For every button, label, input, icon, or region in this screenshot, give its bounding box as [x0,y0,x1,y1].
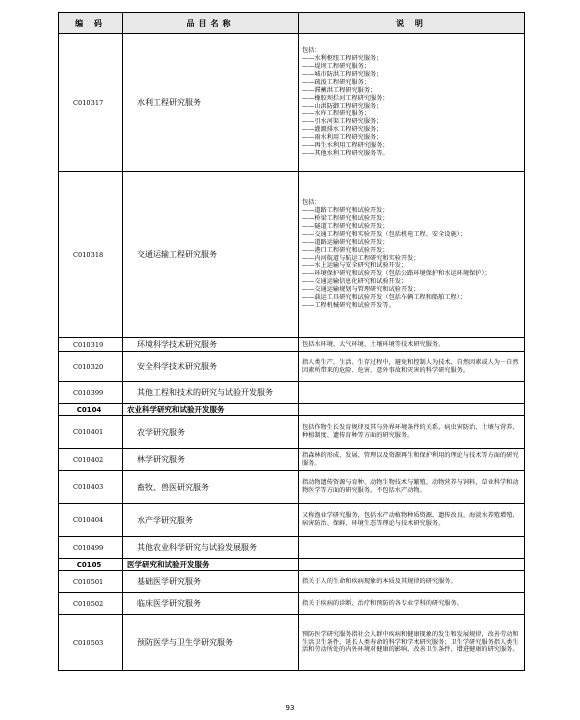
category-row [59,559,525,571]
table-row [59,615,525,671]
table-row [59,416,525,449]
item-description [299,571,525,593]
description-line: 指动物遗传资源与育种、动物生物技术与繁殖、动物营养与饲料、草业科学和动物医学等方面的研究服务。不包括水产动物。 [302,479,519,494]
description-line: ——其他水利工程研究服务等。 [302,150,389,158]
table-row [59,172,525,338]
item-name: 水利工程研究服务 [123,34,299,172]
item-name: 农业科学研究和试验开发服务 [123,404,299,416]
item-code: C010401 [59,416,123,449]
table-body [59,34,525,671]
item-name: 环境科学技术研究服务 [123,338,299,352]
description-line: ——隧道工程研究和试验开发； [302,222,389,230]
item-description [299,172,525,338]
catalog-page [58,12,524,671]
description-line: 包括： [302,198,321,206]
description-line: ——内河航道与航运工程研究和实验开发； [302,254,420,262]
item-name: 医学研究和试验开发服务 [123,559,299,571]
item-name: 其他工程和技术的研究与试验开发服务 [123,382,299,404]
item-name: 临床医学研究服务 [123,593,299,615]
page-number: 93 [285,704,295,712]
description-line: ——引水河渠工程研究服务； [302,118,383,126]
item-name: 基础医学研究服务 [123,571,299,593]
item-description [299,404,525,416]
item-code: C0104 [59,404,123,416]
table-row [59,471,525,504]
table-row [59,382,525,404]
item-description [299,593,525,615]
item-description [299,449,525,471]
table-row [59,571,525,593]
item-code: C010399 [59,382,123,404]
category-row [59,404,525,416]
header-description: 说 明 [299,13,525,34]
description-line: 指关于疾病的诊断、治疗和预防的各专业学科的研究服务。 [302,599,463,607]
item-description [299,338,525,352]
description-line: ——城市防洪工程研究服务； [302,70,383,78]
description-line: 指关于人的生命和疾病现象的本质及其规律的研究服务。 [302,577,457,585]
table-header-row [59,13,525,34]
item-name: 预防医学与卫生学研究服务 [123,615,299,671]
item-name: 林学研究服务 [123,449,299,471]
item-code: C010318 [59,172,123,338]
description-line: ——堤坝工程研究服务； [302,62,371,70]
description-line: ——水库工程研究服务； [302,110,371,118]
description-line: 指人类生产、生活、生存过程中，避免和控制人为技术、自然因素或人为－自然因素所带来的危险、危害、意外事故和灾害的科学研究服务。 [302,358,519,374]
description-line: ——水上运输与安全研究和试验开发； [302,262,408,270]
table-row [59,449,525,471]
description-line: ——水利枢纽工程研究服务； [302,54,383,62]
table-row [59,338,525,352]
description-line: ——山洪防御工程研究服务； [302,102,383,110]
item-code: C010502 [59,593,123,615]
table-row [59,34,525,172]
description-line: ——环境保护研究和试验开发（包括公路环境保护和水运环境保护）； [302,270,491,278]
item-description [299,416,525,449]
item-name: 水产学研究服务 [123,504,299,537]
description-line: 包括水环境、大气环境、土壤环境等技术研究服务。 [302,340,445,348]
description-line: ——交通运输信息化研究和试验开发； [302,278,408,286]
item-code: C010320 [59,352,123,382]
item-description [299,352,525,382]
description-line: ——滞蓄洪工程研究服务； [302,86,377,94]
item-description [299,537,525,559]
description-line: ——橡胶坝拦河工程研究服务； [302,94,389,102]
item-name: 农学研究服务 [123,416,299,449]
description-line: ——工程机械研究和试验开发等。 [302,302,395,310]
item-code: C010499 [59,537,123,559]
item-description [299,615,525,671]
description-line: ——灌溉排水工程研究服务； [302,126,383,134]
item-name: 其他农业科学研究与试验发展服务 [123,537,299,559]
item-name: 交通运输工程研究服务 [123,172,299,338]
item-name: 畜牧、兽医研究服务 [123,471,299,504]
description-line: ——港口工程研究和试验开发； [302,246,389,254]
description-line: 指森林的形成、发展、管理以及资源再生和保护利用的理论与技术等方面的研究服务。 [302,451,519,467]
catalog-table [58,12,525,671]
table-row [59,352,525,382]
table-row [59,504,525,537]
header-name: 品目名称 [123,13,299,34]
description-line: ——雨水利用工程研究服务； [302,134,383,142]
description-line: ——载运工具研究和试验开发（包括车辆工程和船舶工程）； [302,294,466,302]
description-line: 包括作物生长发育规律及其与外界环境条件的关系，病虫害防治、土壤与营养、种植制度、遗传育种等方面的研究服务。 [302,424,519,439]
item-description [299,471,525,504]
item-description [299,34,525,172]
description-line: 预防医学研究服务指社会人群中疾病和健康现象的发生和发展规律，改善劳动和生活卫生条件，延长人类寿命的科学和学术研究服务；卫生学研究服务指人类生活和劳动所处的内外环境对健康的影响、改善卫生条件、增进健康的研究服务。 [302,630,519,654]
item-code: C010319 [59,338,123,352]
table-row [59,537,525,559]
header-code: 编 码 [59,13,123,34]
description-line: ——疏浚工程研究服务； [302,78,371,86]
description-line: ——道路工程研究和试验开发； [302,206,389,214]
description-line: ——桥梁工程研究和试验开发； [302,214,389,222]
description-line: 又称渔业学研究服务，包括水产动植物种质资源、遗传改良、海淡水养殖增殖、病害防治、保鲜、环境生态等理论与技术研究服务。 [302,512,519,527]
item-code: C010501 [59,571,123,593]
item-code: C0105 [59,559,123,571]
item-code: C010403 [59,471,123,504]
item-code: C010402 [59,449,123,471]
item-description [299,382,525,404]
item-code: C010317 [59,34,123,172]
item-code: C010404 [59,504,123,537]
item-name: 安全科学技术研究服务 [123,352,299,382]
description-line: ——交通工程研究和实验开发（包括机电工程、安全设施）； [302,230,466,238]
description-line: ——再生水利用工程研究服务； [302,142,389,150]
item-description [299,559,525,571]
item-description [299,504,525,537]
description-line: ——交通运输规划与管理研究和试验开发； [302,286,420,294]
description-line: ——道路运输研究和试验开发； [302,238,389,246]
description-line: 包括： [302,46,321,54]
table-row [59,593,525,615]
item-code: C010503 [59,615,123,671]
